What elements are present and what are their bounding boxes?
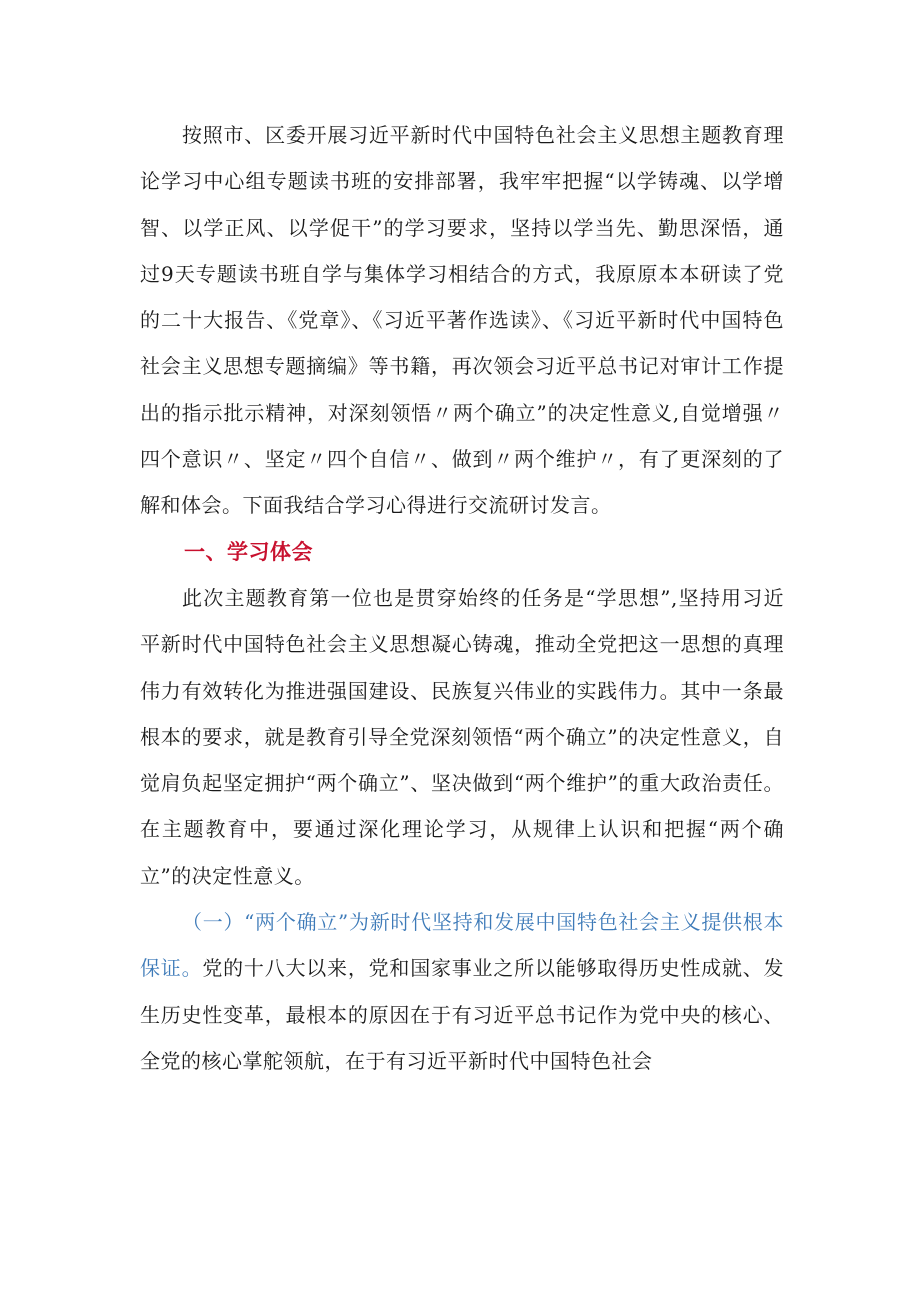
study-paragraph: 此次主题教育第一位也是贯穿始终的任务是“学思想”,坚持用习近平新时代中国特色社会主义思想凝心铸魂，推动全党把这一思想的真理伟力有效转化为推进强国建设、民族复兴伟业的实践伟力。其中一条最根本的要求，就是教育引导全党深刻领悟“两个确立”的决定性意义，自觉肩负起坚定拥护“两个确立”、坚决做到“两个维护”的重大政治责任。在主题教育中，要通过深化理论学习，从规律上认识和把握“两个确立”的决定性意义。: [140, 585, 784, 888]
subsection-paragraph: [140, 899, 784, 1084]
intro-paragraph: 按照市、区委开展习近平新时代中国特色社会主义思想主题教育理论学习中心组专题读书班的安排部署，我牢牢把握“以学铸魂、以学增智、以学正风、以学促干”的学习要求，坚持以学当先、勤思深悟，通过9天专题读书班自学与集体学习相结合的方式，我原原本本研读了党的二十大报告、《党章》、《习近平著作选读》、《习近平新时代中国特色社会主义思想专题摘编》等书籍，再次领会习近平总书记对审计工作提出的指示批示精神，对深刻领悟〃两个确立”的决定性意义,自觉增强〃四个意识〃、坚定〃四个自信〃、做到〃两个维护〃，有了更深刻的了解和体会。下面我结合学习心得进行交流研讨发言。: [140, 123, 784, 518]
subsection-title: （一）“两个确立”为新时代坚持和发展中国特色社会主义提供根本保证。: [140, 910, 784, 981]
section-heading-study-experience: 一、学习体会: [184, 539, 313, 564]
document-body: [140, 112, 784, 1084]
subsection-body: 党的十八大以来，党和国家事业之所以能够取得历史性成就、发生历史性变革，最根本的原因在于有习近平总书记作为党中央的核心、全党的核心掌舵领航，在于有习近平新时代中国特色社会: [140, 956, 785, 1073]
